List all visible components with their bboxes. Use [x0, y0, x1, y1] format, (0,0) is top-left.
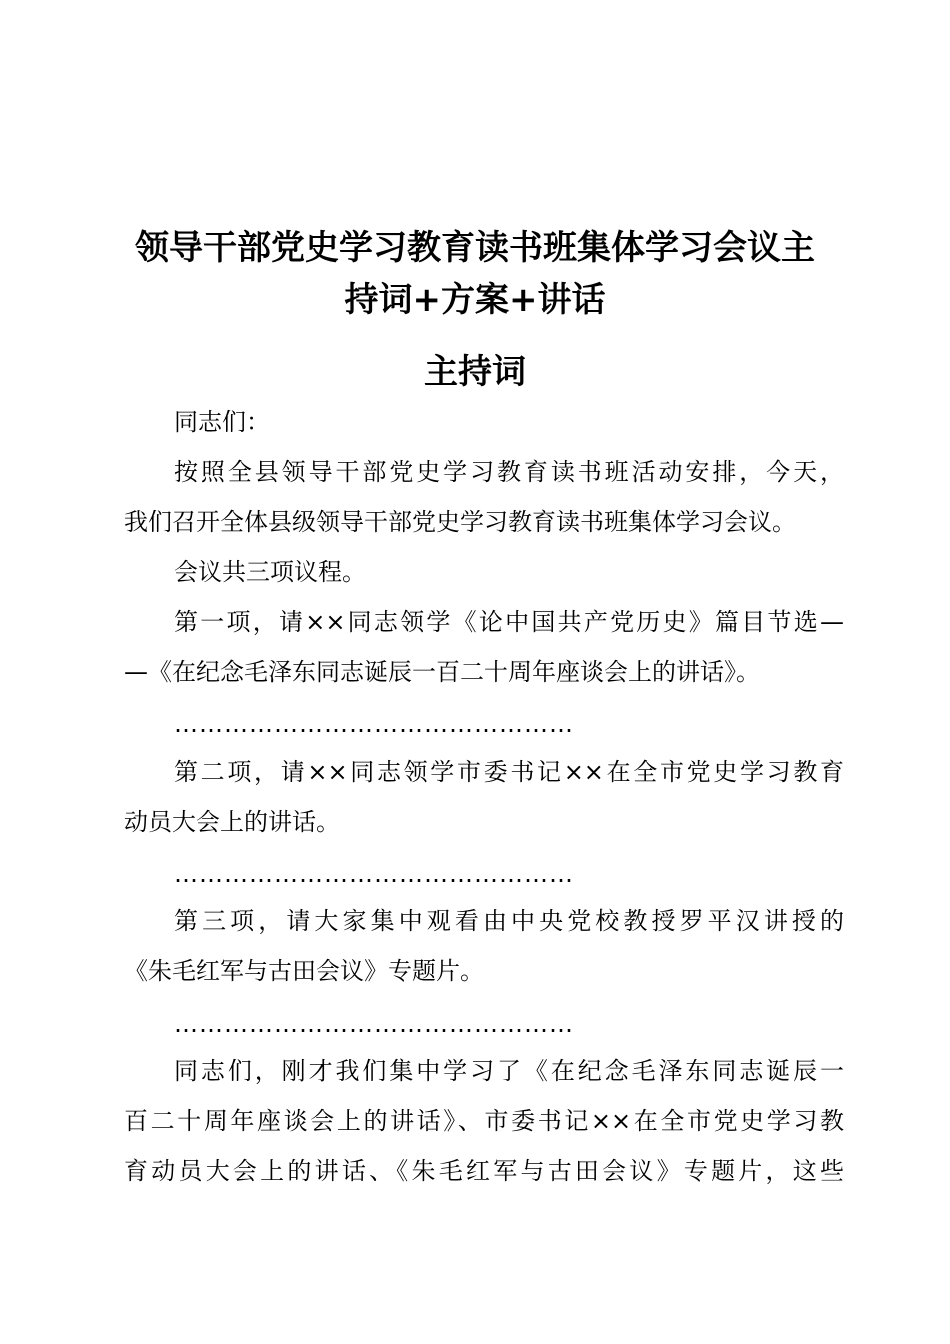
agenda-item-1-line: —《在纪念毛泽东同志诞辰一百二十周年座谈会上的讲话》。: [124, 658, 760, 686]
paragraph-line: 百二十周年座谈会上的讲话》、市委书记××在全市党史学习教: [124, 1107, 844, 1135]
paragraph-line: 我们召开全体县级领导干部党史学习教育读书班集体学习会议。: [124, 508, 796, 536]
document-title-line-1: 领导干部党史学习教育读书班集体学习会议主: [135, 228, 815, 268]
document-title-line-2: 持词+方案+讲话: [344, 280, 606, 320]
paragraph-line: 育动员大会上的讲话、《朱毛红军与古田会议》专题片，这些: [124, 1157, 844, 1185]
ellipsis-separator: …………………………………………: [174, 710, 574, 738]
ellipsis-separator: …………………………………………: [174, 860, 574, 888]
agenda-item-3-line: 《朱毛红军与古田会议》专题片。: [124, 957, 484, 985]
section-heading: 主持词: [424, 352, 526, 392]
agenda-item-3-line: 第三项，请大家集中观看由中央党校教授罗平汉讲授的: [174, 907, 844, 935]
agenda-item-2-line: 第二项，请××同志领学市委书记××在全市党史学习教育: [174, 758, 844, 786]
ellipsis-separator: …………………………………………: [174, 1010, 574, 1038]
agenda-item-2-line: 动员大会上的讲话。: [124, 808, 340, 836]
salutation: 同志们：: [174, 408, 270, 436]
agenda-item-1-line: 第一项，请××同志领学《论中国共产党历史》篇目节选—: [174, 608, 844, 636]
paragraph-line: 会议共三项议程。: [174, 558, 366, 586]
paragraph-line: 按照全县领导干部党史学习教育读书班活动安排，今天，: [174, 458, 844, 486]
paragraph-line: 同志们，刚才我们集中学习了《在纪念毛泽东同志诞辰一: [174, 1057, 844, 1085]
